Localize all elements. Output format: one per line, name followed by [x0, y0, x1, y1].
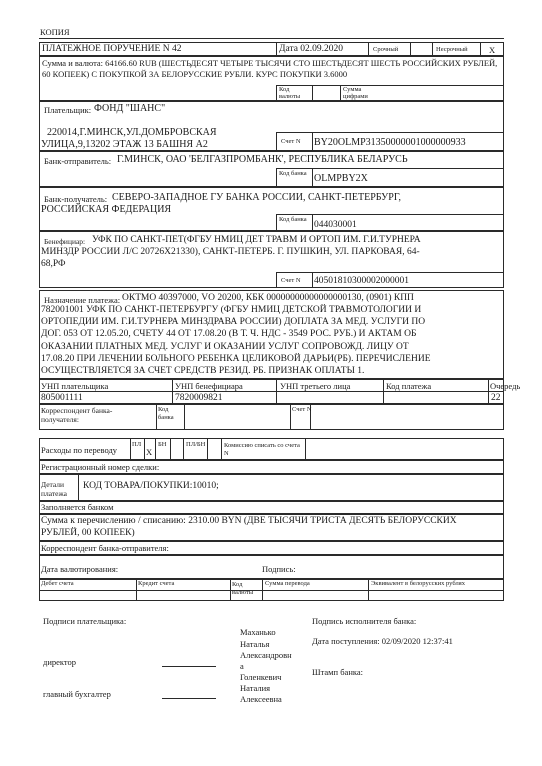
- amount-digits-label: Сумма цифрами: [343, 86, 368, 100]
- divider: [262, 579, 263, 601]
- divider: [230, 579, 231, 601]
- divider: [221, 438, 222, 460]
- sender-bank-name: Г.МИНСК, ОАО 'БЕЛГАЗПРОМБАНК', РЕСПУБЛИКА БЕЛАРУСЬ: [117, 154, 408, 165]
- recipient-bank-code: 044030001: [314, 220, 357, 230]
- divider: [480, 42, 481, 56]
- commission-label: Комиссию списать со счета N: [224, 442, 300, 457]
- bank-stamp-label: Штамп банка:: [312, 667, 363, 677]
- purpose-line2: 782001001 УФК ПО САНКТ-ПЕТЕРБУРГУ (ФГБУ НМИЦ ДЕТСКОЙ ТРАВМОТОЛОГИИ И: [41, 305, 422, 315]
- payer-signatures-label: Подписи плательщика:: [43, 616, 127, 626]
- bank-signature-label: Подпись исполнителя банка:: [312, 616, 417, 626]
- divider: [276, 168, 277, 187]
- valuation-signature-label: Подпись:: [262, 564, 296, 574]
- divider: [276, 214, 277, 231]
- divider: [312, 132, 313, 151]
- payer-unp-label: УНП плательщика: [41, 381, 109, 391]
- priority-label: Очередь: [490, 381, 521, 391]
- divider: [312, 85, 313, 101]
- divider: [156, 404, 157, 430]
- details-label: Детали платежа: [41, 480, 68, 498]
- non-urgent-label: Несрочный: [436, 46, 468, 53]
- registration-label: Регистрационный номер сделки:: [41, 462, 160, 472]
- correspondent-code-label: Код банка: [158, 406, 174, 421]
- copy-label: КОПИЯ: [40, 27, 70, 37]
- details-text: КОД ТОВАРА/ПОКУПКИ:10010;: [83, 481, 219, 491]
- non-urgent-mark: X: [489, 45, 496, 55]
- divider: [368, 42, 369, 56]
- payer-address-line2: УЛИЦА,9,13202 ЭТАЖ 13 БАШНЯ А2: [41, 139, 208, 150]
- accountant-signature-line: [162, 698, 216, 699]
- divider: [136, 579, 137, 601]
- purpose-line6: 17.08.20 ПРИ ЛЕЧЕНИИ БОЛЬНОГО РЕБЕНКА ЦЕЛИКОВОЙ ДАРЬИ(РБ). ПЕРЕЧИСЛЕНИЕ: [41, 354, 431, 364]
- beneficiary-account-label: Счет N: [281, 277, 301, 284]
- valuation-date-label: Дата валютирования:: [41, 564, 119, 574]
- third-party-unp-label: УНП третьего лица: [280, 381, 351, 391]
- transfer-line2: РУБЛЕЙ, 00 КОПЕЕК): [41, 528, 135, 538]
- divider: [172, 379, 173, 404]
- divider: [39, 391, 504, 392]
- divider: [312, 214, 313, 231]
- sender-bank-label: Банк-отправитель:: [44, 156, 112, 166]
- sender-correspondent-label: Корреспондент банка-отправителя:: [41, 543, 169, 553]
- director-label: директор: [43, 657, 77, 667]
- currency-code-label: Код валюты: [279, 86, 301, 100]
- purpose-line7: ОСУЩЕСТВЛЯЕТСЯ ЗА СЧЕТ СРЕДСТВ РЕЗИД. РБ. ПРИЗНАК ОПЛАТЫ 1.: [41, 366, 365, 376]
- transfer-sum-label: Сумма перевода: [265, 580, 310, 587]
- divider: [39, 38, 504, 39]
- chief-accountant-label: главный бухгалтер: [43, 689, 111, 699]
- divider: [170, 438, 171, 460]
- payer-name: ФОНД "ШАНС": [94, 103, 166, 114]
- divider: [488, 379, 489, 404]
- accountant-name-2: Наталия: [240, 683, 271, 693]
- beneficiary-line2: МИНЗДР РОССИИ Л/С 20726Х21330), САНКТ-ПЕТЕРБ. Г. ПУШКИН, УЛ. ПАРКОВАЯ, 64-: [41, 247, 420, 257]
- currency-code-label-2: Код валюты: [232, 581, 254, 596]
- divider: [368, 579, 369, 601]
- purpose-line4: ДОГ. 053 ОТ 12.05.20, СЧЕТУ 44 ОТ 17.08.20 (В Т. Ч. НДС - 3549 РОС. РУБ.) И АКТАМ ОБ: [41, 329, 417, 339]
- correspondent-label: Корреспондент банка-получателя:: [41, 406, 113, 424]
- beneficiary-account: 40501810300002000001: [314, 276, 409, 286]
- priority-value: 22: [491, 393, 501, 403]
- beneficiary-line3: 68,РФ: [41, 259, 66, 269]
- receipt-date: Дата поступления: 02/09/2020 12:37:41: [312, 636, 453, 646]
- debit-label: Дебет счета: [41, 580, 74, 587]
- divider: [207, 438, 208, 460]
- director-name-4: а: [240, 661, 244, 671]
- divider: [276, 214, 504, 215]
- payer-label: Плательщик:: [44, 105, 92, 115]
- divider: [183, 438, 184, 460]
- divider: [276, 42, 277, 56]
- fees-label: Расходы по переводу: [41, 445, 118, 455]
- purpose-label: Назначение платежа:: [44, 295, 121, 305]
- page-title: ПЛАТЕЖНОЕ ПОРУЧЕНИЕ N 42: [42, 44, 182, 54]
- director-name-3: Александровн: [240, 650, 292, 660]
- payer-account-label: Счет N: [281, 138, 301, 145]
- divider: [184, 404, 185, 430]
- beneficiary-unp-label: УНП бенефициара: [175, 381, 243, 391]
- payment-code-label: Код платежа: [386, 381, 432, 391]
- fees-opt-plbn: ПЛ/БН: [186, 441, 206, 448]
- beneficiary-line1: УФК ПО САНКТ-ПЕТ(ФГБУ НМИЦ ДЕТ ТРАВМ И ОРТОП ИМ. Г.И.ТУРНЕРА: [92, 235, 421, 245]
- recipient-bank-label: Банк-получатель:: [44, 194, 108, 204]
- divider: [130, 438, 131, 460]
- divider: [432, 42, 433, 56]
- divider: [276, 132, 277, 151]
- order-date: Дата 02.09.2020: [279, 44, 344, 54]
- transfer-line1: Сумма к перечислению / списанию: 2310.00 BYN (ДВЕ ТЫСЯЧИ ТРИСТА ДЕСЯТЬ БЕЛОРУССКИХ: [41, 516, 457, 526]
- purpose-line5: ОКАЗАНИИ ПЛАТНЫХ МЕД. УСЛУГ И ОКАЗАНИИ УСЛУГ СОПРОВОЖД. ЛИЦУ ОТ: [41, 342, 409, 352]
- divider: [410, 42, 411, 56]
- divider: [276, 168, 504, 169]
- director-signature-line: [162, 666, 216, 667]
- divider: [340, 85, 341, 101]
- amount-text: Сумма и валюта: 64166.60 RUB (ШЕСТЬДЕСЯТ ЧЕТЫРЕ ТЫСЯЧИ СТО ШЕСТЬДЕСЯТ ШЕСТЬ РОССИЙСКИХ РУБЛЕЙ, 60 КОПЕЕК) С ПОКУПКОЙ ЗА БЕЛОРУССКИЕ РУБЛИ. КУРС ПОКУПКИ 3.6000: [42, 58, 498, 79]
- fees-opt-bn: БН: [158, 441, 167, 448]
- divider: [39, 590, 504, 591]
- divider: [276, 379, 277, 404]
- recipient-bank-name-line2: РОССИЙСКАЯ ФЕДЕРАЦИЯ: [41, 204, 172, 215]
- fees-opt-pl-mark: X: [146, 447, 153, 457]
- divider: [312, 168, 313, 187]
- divider: [383, 379, 384, 404]
- beneficiary-label: Бенефициар:: [44, 237, 86, 246]
- divider: [78, 474, 79, 501]
- accountant-name-3: Алексеевна: [240, 694, 282, 704]
- divider: [305, 438, 306, 460]
- byn-equivalent-label: Эквивалент в белорусских рублях: [371, 580, 465, 587]
- divider: [155, 438, 156, 460]
- divider: [144, 438, 145, 460]
- director-name-2: Наталья: [240, 639, 270, 649]
- divider: [276, 132, 504, 133]
- sender-bank-code-label: Код банка: [279, 170, 307, 177]
- fees-opt-pl: ПЛ: [132, 441, 142, 448]
- director-name-1: Маханько: [240, 627, 276, 637]
- purpose-line3: ОРТОПЕДИИ ИМ. Г.И.ТУРНЕРА МИНЗДРАВА РОССИИ) ДОПЛАТА ЗА МЕД. УСЛУГИ ПО: [41, 317, 426, 327]
- sender-bank-code: OLMPBY2X: [314, 173, 368, 184]
- beneficiary-unp: 7820009821: [175, 393, 223, 403]
- divider: [276, 272, 504, 273]
- payer-account: BY20OLMP31350000001000000933: [314, 137, 466, 148]
- credit-label: Кредит счета: [138, 580, 175, 587]
- correspondent-account-label: Счет N: [292, 406, 312, 413]
- recipient-bank-name-line1: СЕВЕРО-ЗАПАДНОЕ ГУ БАНКА РОССИИ, САНКТ-ПЕТЕРБУРГ,: [112, 192, 401, 203]
- divider: [312, 272, 313, 288]
- payer-address-line1: 220014,Г.МИНСК,УЛ.ДОМБРОВСКАЯ: [47, 127, 217, 138]
- recipient-bank-code-label: Код банка: [279, 216, 307, 223]
- divider: [290, 404, 291, 430]
- purpose-line1: ОКТМО 40397000, VO 20200, КБК 00000000000000000130, (0901) КПП: [122, 293, 414, 303]
- urgent-label: Срочный: [373, 46, 399, 53]
- divider: [276, 85, 277, 101]
- payer-unp: 805001111: [41, 393, 83, 403]
- accountant-name-1: Голенкевич: [240, 672, 282, 682]
- divider: [276, 272, 277, 288]
- bank-filled-label: Заполняется банком: [41, 502, 114, 512]
